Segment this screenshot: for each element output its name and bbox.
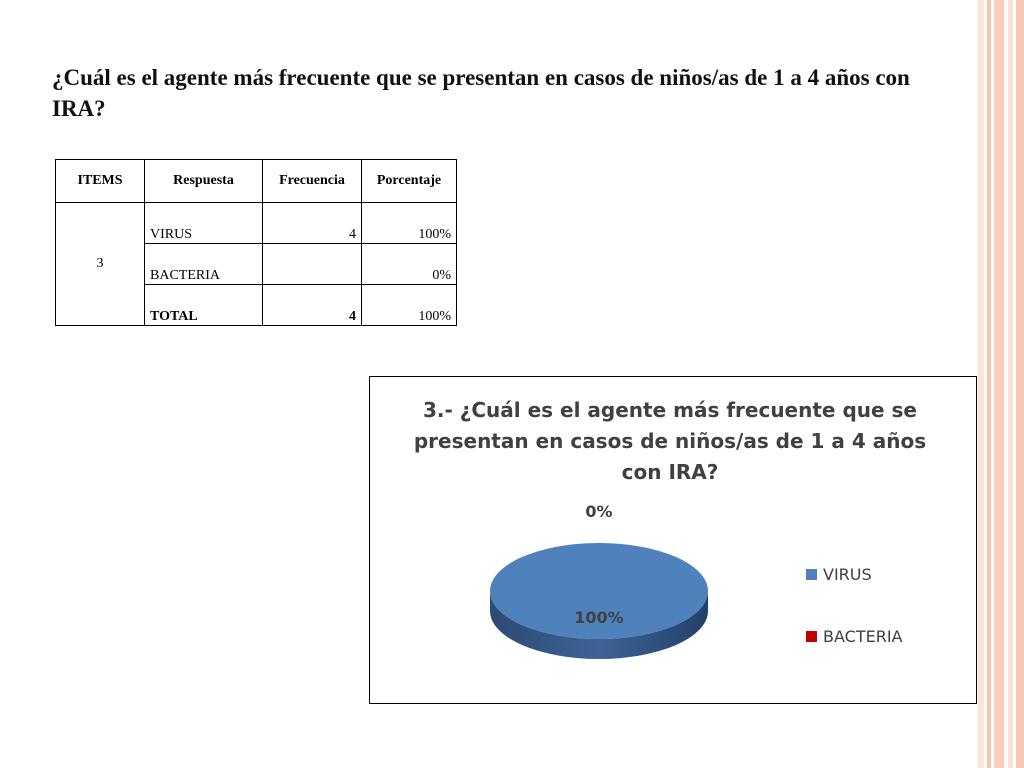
cell-frecuencia: 4 bbox=[263, 203, 362, 244]
legend-item-virus bbox=[806, 565, 872, 584]
table-header-row bbox=[56, 160, 457, 203]
results-table bbox=[55, 159, 457, 326]
legend-label-virus: VIRUS bbox=[823, 565, 872, 584]
table-row bbox=[56, 203, 457, 244]
cell-porcentaje: 100% bbox=[362, 203, 457, 244]
legend-item-bacteria bbox=[806, 627, 902, 646]
cell-porcentaje: 100% bbox=[362, 285, 457, 326]
header-items: ITEMS bbox=[56, 160, 145, 203]
legend-swatch-virus bbox=[806, 569, 817, 580]
question-heading: ¿Cuál es el agente más frecuente que se presentan en casos de niños/as de 1 a 4 años con IRA? bbox=[52, 65, 910, 121]
cell-respuesta: VIRUS bbox=[145, 203, 263, 244]
cell-porcentaje: 0% bbox=[362, 244, 457, 285]
legend-swatch-bacteria bbox=[806, 631, 817, 642]
chart-title: 3.- ¿Cuál es el agente más frecuente que se presentan en casos de niños/as de 1 a 4 años con IRA? bbox=[413, 398, 927, 484]
header-porcentaje: Porcentaje bbox=[362, 160, 457, 203]
data-label-bacteria: 0% bbox=[585, 502, 613, 521]
pie-chart-canvas bbox=[370, 377, 976, 703]
header-respuesta: Respuesta bbox=[145, 160, 263, 203]
header-frecuencia: Frecuencia bbox=[263, 160, 362, 203]
cell-respuesta: BACTERIA bbox=[145, 244, 263, 285]
decorative-side-stripes bbox=[978, 0, 1024, 768]
item-number: 3 bbox=[56, 203, 145, 326]
pie-chart bbox=[369, 376, 977, 704]
cell-frecuencia: 4 bbox=[263, 285, 362, 326]
cell-frecuencia bbox=[263, 244, 362, 285]
cell-respuesta: TOTAL bbox=[145, 285, 263, 326]
legend-label-bacteria: BACTERIA bbox=[823, 627, 903, 646]
data-label-virus: 100% bbox=[574, 608, 624, 627]
